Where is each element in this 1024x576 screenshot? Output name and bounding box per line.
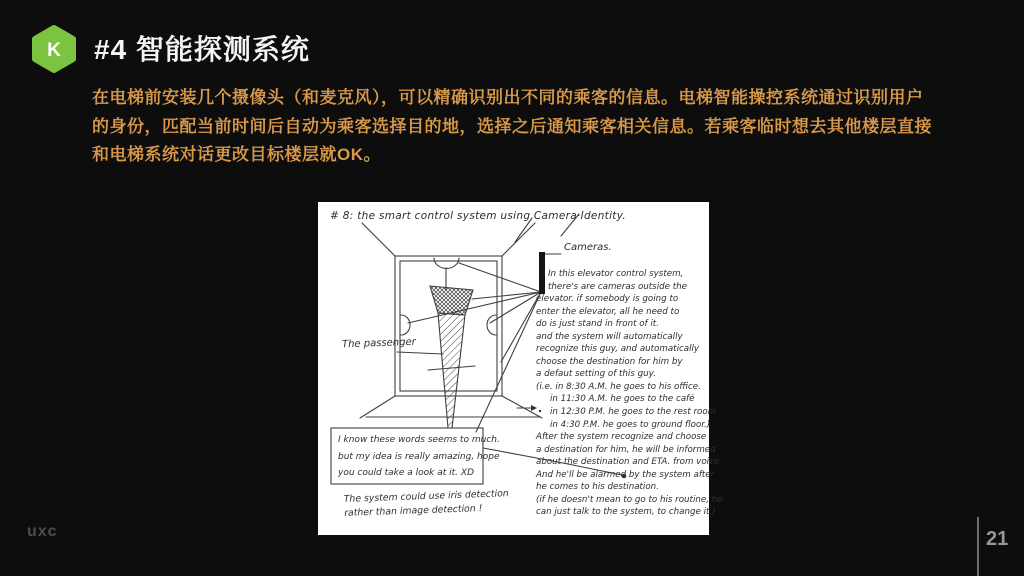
note-box xyxy=(338,432,500,482)
description-line: in 11:30 A.M. he goes to the café xyxy=(550,394,695,405)
description-line: a destination for him, he will be informed xyxy=(536,444,716,455)
cameras-label: Cameras. xyxy=(564,242,612,253)
passenger-label: The passenger xyxy=(341,336,416,351)
description-line: there's are cameras outside the xyxy=(548,281,687,292)
footer-brand: uxc xyxy=(27,523,58,540)
page-divider xyxy=(977,517,979,576)
hexagon-logo-icon xyxy=(30,24,78,74)
logo-letter: K xyxy=(47,40,61,61)
description-line: elevator. if somebody is going to xyxy=(536,294,679,305)
description-line: about the destination and ETA. from voice. xyxy=(536,457,722,468)
body-paragraph xyxy=(92,84,948,170)
description-line: a defaut setting of this guy. xyxy=(536,369,656,380)
description-line: and the system will automatically xyxy=(536,331,683,342)
description-line: (i.e. in 8:30 A.M. he goes to his office. xyxy=(536,381,701,392)
body-line: 在电梯前安装几个摄像头（和麦克风），可以精确识别出不同的乘客的信息。电梯智能操控系统通过识别用户 xyxy=(92,88,924,107)
description-line: in 4:30 P.M. he goes to ground floor.) xyxy=(550,419,711,430)
description-line: he comes to his destination. xyxy=(536,482,659,493)
page-number: 21 xyxy=(986,528,1009,550)
description-line: (if he doesn't mean to go to his routine, he xyxy=(536,494,723,505)
note-line: I know these words seems to much. xyxy=(338,435,500,445)
description-line: can just talk to the system, to change it.) xyxy=(536,507,716,518)
description-line: recognize this guy, and automatically xyxy=(536,344,700,355)
description-line: In this elevator control system, xyxy=(548,269,684,279)
description-line: do is just stand in front of it. xyxy=(536,319,659,330)
iris-note xyxy=(344,487,510,521)
k-logo xyxy=(30,24,78,74)
description-line: in 12:30 P.M. he goes to the rest room xyxy=(550,407,717,418)
body-line: 的身份，匹配当前时间后自动为乘客选择目的地，选择之后通知乘客相关信息。若乘客临时想去其他楼层直接 xyxy=(92,116,932,136)
description-line: After the system recognize and choose xyxy=(536,432,707,443)
sketch-description xyxy=(536,268,723,519)
iris-note-line: rather than image detection ! xyxy=(344,503,483,519)
iris-note-line: The system could use iris detection xyxy=(343,488,509,505)
body-line: 和电梯系统对话更改目标楼层就OK。 xyxy=(92,145,381,164)
note-line: but my idea is really amazing, hope xyxy=(338,451,500,462)
page-title: #4 智能探测系统 xyxy=(94,34,310,65)
sketch-title: # 8: the smart control system using Camera·Identity. xyxy=(330,210,627,222)
sketch-image xyxy=(318,202,723,535)
description-line: And he'll be alarmed by the system after xyxy=(536,469,715,480)
note-line: you could take a look at it. XD xyxy=(338,468,474,478)
description-line: enter the elevator, all he need to xyxy=(536,306,680,317)
description-line: choose the destination for him by xyxy=(536,356,683,367)
